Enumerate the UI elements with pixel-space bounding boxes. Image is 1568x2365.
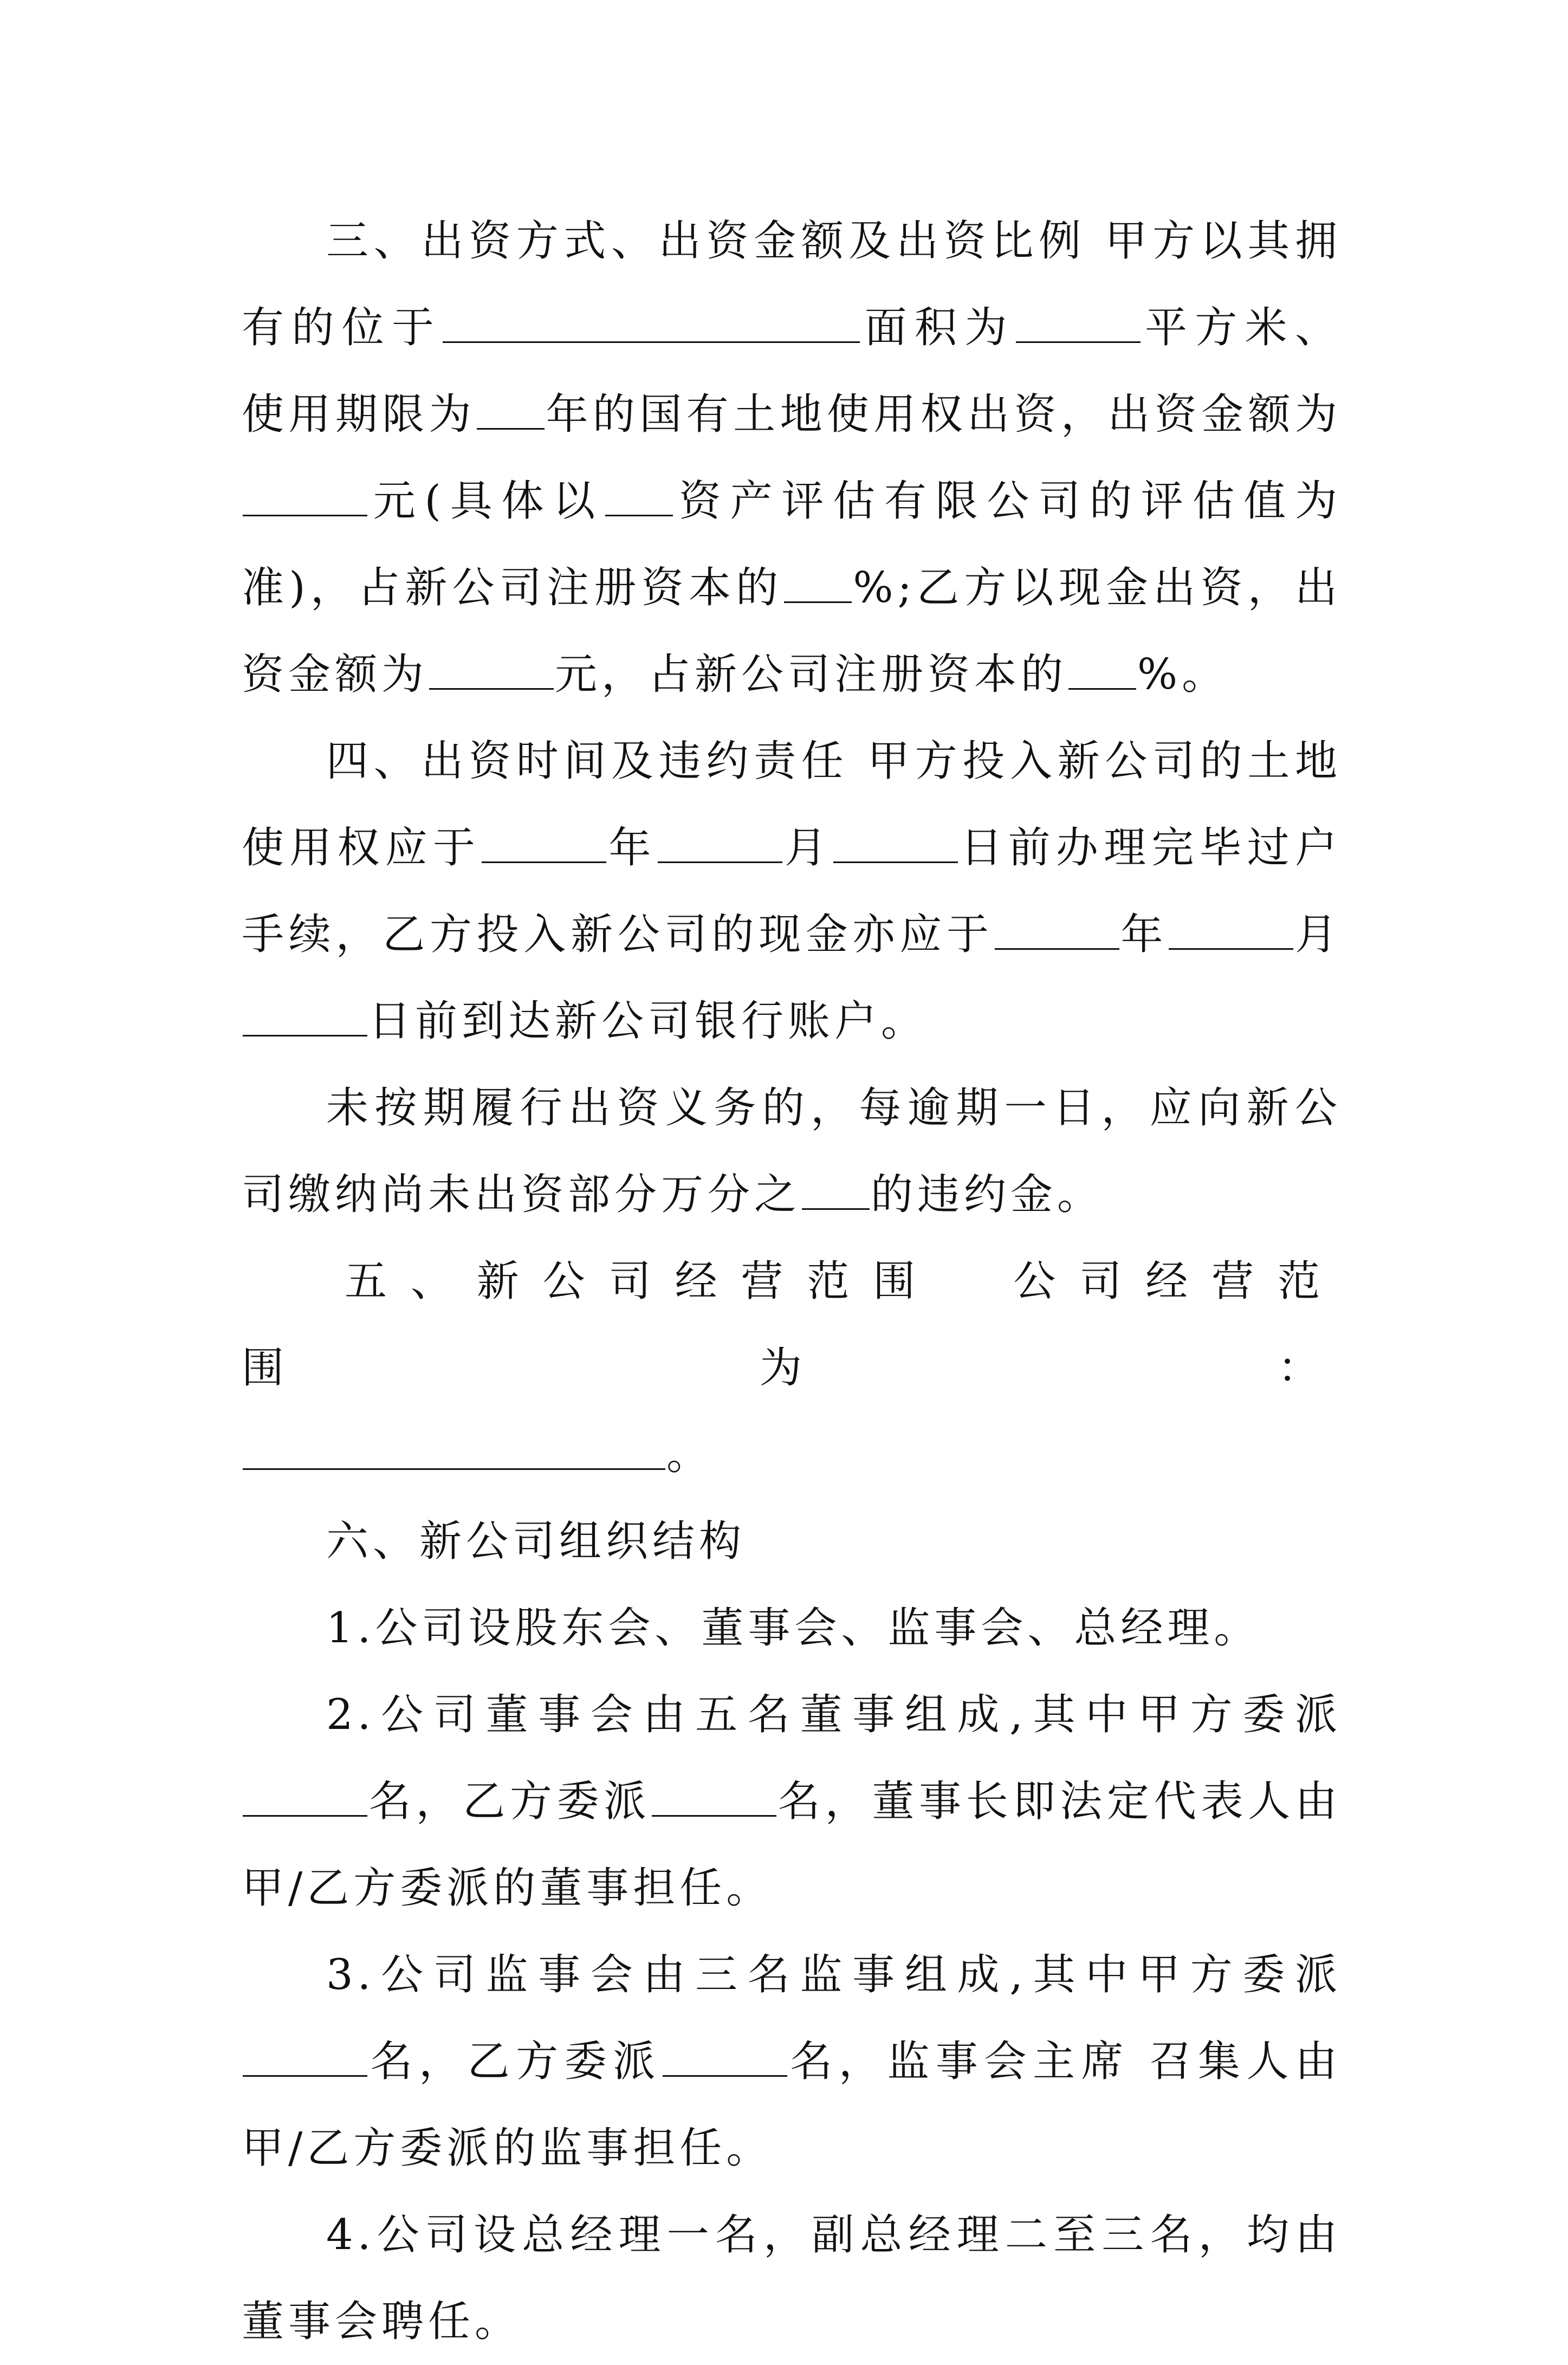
document-body [242, 198, 1342, 2365]
term-years-blank [477, 389, 545, 430]
appraiser-blank [605, 476, 673, 516]
org-item-1: 1.公司设股东会、董事会、监事会、总经理。 [326, 1604, 1261, 1653]
party-a-ratio-blank [784, 562, 852, 603]
supervisor-party-b-blank [663, 2036, 787, 2077]
penalty-rate-blank [802, 1169, 870, 1210]
cash-day-blank [243, 996, 367, 1036]
cash-month-blank [1169, 909, 1293, 950]
cash-year-blank [995, 909, 1119, 950]
land-amount-blank [243, 476, 367, 516]
section-5-paragraph: 五、新公司经营范围 公司经营范围为： [242, 1257, 1342, 1392]
cash-amount-blank [429, 649, 554, 690]
area-blank [1016, 302, 1141, 343]
transfer-month-blank [658, 822, 782, 863]
transfer-year-blank [482, 822, 606, 863]
org-item-3: 3.公司监事会由三名监事组成,其中甲方委派名，乙方委派 名，监事会主席 召集人由甲/乙方委派的监事担任。 [242, 1951, 1342, 2173]
business-scope-blank [243, 1429, 665, 1470]
section-5-scope-line: 。 [242, 1411, 1342, 1498]
supervisor-party-a-blank [243, 2036, 367, 2077]
section-6-heading: 六、新公司组织结构 [326, 1517, 746, 1566]
location-blank [443, 302, 860, 343]
org-item-4: 4.公司设总经理一名，副总经理二至三名，均由董事会聘任。 [242, 2211, 1342, 2346]
penalty-paragraph: 未按期履行出资义务的，每逾期一日，应向新公司缴纳尚未出资部分万分之 的违约金。 [242, 1084, 1342, 1219]
section-4-heading: 四、出资时间及违约责任 [326, 737, 849, 786]
section-3-paragraph: 三、出资方式、出资金额及出资比例 甲方以其拥有的位于 面积为 平方米、使用期限为 年的国有土地使用权出资，出资金额为元(具体以 资产评估有限公司的评估值为准)，占新公司注册资本的 %;乙方以现金出资，出资金额为 元，占新公司注册资本的 %。 [242, 217, 1342, 699]
board-party-a-blank [243, 1776, 367, 1817]
board-party-b-blank [652, 1776, 776, 1817]
section-4-paragraph: 四、出资时间及违约责任 甲方投入新公司的土地使用权应于 年 月 日前办理完毕过户手续，乙方投入新公司的现金亦应于 年 月日前到达新公司银行账户。 [242, 737, 1342, 1046]
org-item-2: 2.公司董事会由五名董事组成,其中甲方委派名，乙方委派 名，董事长即法定代表人由甲/乙方委派的董事担任。 [242, 1690, 1342, 1913]
section-5-heading: 五、新公司经营范围 [345, 1257, 939, 1306]
section-3-heading: 三、出资方式、出资金额及出资比例 [326, 217, 1086, 265]
party-b-ratio-blank [1068, 649, 1136, 690]
transfer-day-blank [833, 822, 958, 863]
